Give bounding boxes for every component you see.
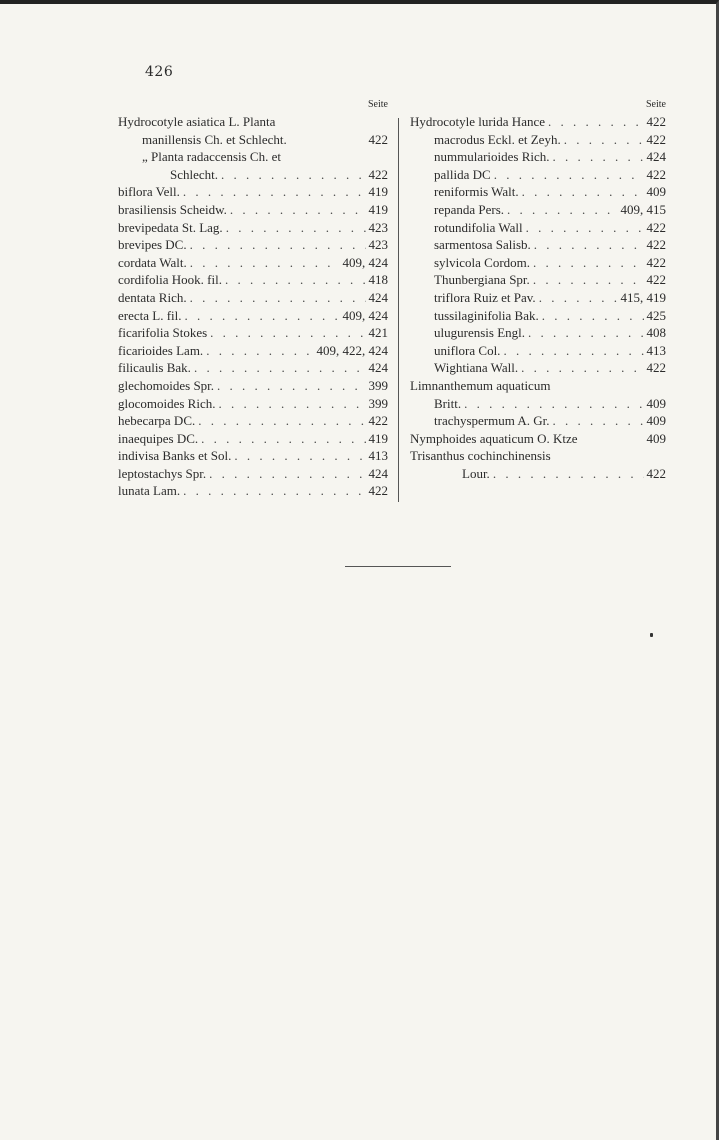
- index-entry: ficarioides Lam. . . . 409, 422, 424: [118, 342, 388, 360]
- page-reference: 424: [646, 149, 666, 165]
- page-reference: 409, 424: [342, 307, 388, 323]
- page-reference: 423: [368, 219, 388, 235]
- page-reference: 421: [368, 325, 388, 341]
- page-reference: 415, 419: [620, 289, 666, 305]
- index-entry: Hydrocotyle lurida Hance . . . 422: [410, 113, 666, 131]
- page-reference: 422: [368, 166, 388, 182]
- index-entry: indivisa Banks et Sol. . . . 413: [118, 447, 388, 465]
- page-reference: 409, 422, 424: [316, 342, 388, 358]
- page-reference: 422: [368, 131, 388, 147]
- index-entry: sylvicola Cordom. . . . 422: [410, 254, 666, 272]
- page-reference: 422: [646, 360, 666, 376]
- index-entry: biflora Vell. . . . 419: [118, 183, 388, 201]
- page-reference: 422: [368, 483, 388, 499]
- index-entry: ficarifolia Stokes . . . 421: [118, 324, 388, 342]
- page-reference: 418: [368, 272, 388, 288]
- index-entry: „ Planta radaccensis Ch. et: [142, 149, 281, 165]
- page-reference: 413: [368, 448, 388, 464]
- column-header-seite: Seite: [646, 99, 666, 110]
- page-reference: 422: [646, 272, 666, 288]
- page-reference: 409: [646, 184, 666, 200]
- index-entry: uniflora Col. . . . 413: [410, 342, 666, 360]
- index-entry: lunata Lam. . . . 422: [118, 482, 388, 500]
- index-entry: rotundifolia Wall . . . 422: [410, 219, 666, 237]
- page-reference: 409: [646, 395, 666, 411]
- page-reference: 409, 424: [342, 254, 388, 270]
- index-entry: brevipedata St. Lag. . . . 423: [118, 219, 388, 237]
- index-entry: Schlecht. . . . 422: [118, 166, 388, 184]
- page-reference: 409: [646, 430, 666, 446]
- index-entry: trachyspermum A. Gr. . . . 409: [410, 412, 666, 430]
- page-reference: 422: [646, 131, 666, 147]
- page-reference: 423: [368, 237, 388, 253]
- index-entry: Nymphoides aquaticum O. Ktze 409: [410, 430, 666, 446]
- index-entry: filicaulis Bak. . . . 424: [118, 359, 388, 377]
- index-entry: reniformis Walt. . . . 409: [410, 183, 666, 201]
- index-entry: Trisanthus cochinchinensis: [410, 448, 551, 464]
- page-reference: 409: [646, 413, 666, 429]
- page-reference: 425: [646, 307, 666, 323]
- page-reference: 424: [368, 465, 388, 481]
- index-entry: tussilaginifolia Bak. . . . 425: [410, 307, 666, 325]
- index-entry: Hydrocotyle asiatica L. Planta: [118, 114, 276, 129]
- page-reference: 424: [368, 289, 388, 305]
- index-entry: brasiliensis Scheidw. . . . 419: [118, 201, 388, 219]
- index-entry: nummularioides Rich. . . . 424: [410, 148, 666, 166]
- page-reference: 408: [646, 325, 666, 341]
- index-entry: ulugurensis Engl. . . . 408: [410, 324, 666, 342]
- end-rule: [345, 566, 451, 567]
- index-column-right: [410, 96, 666, 482]
- index-entry: erecta L. fil. . . . 409, 424: [118, 307, 388, 325]
- index-entry: glechomoides Spr. . . . 399: [118, 377, 388, 395]
- page-reference: 419: [368, 201, 388, 217]
- index-entry: hebecarpa DC. . . . 422: [118, 412, 388, 430]
- page-reference: 422: [646, 237, 666, 253]
- page-reference: 422: [368, 413, 388, 429]
- index-entry: repanda Pers. . . . 409, 415: [410, 201, 666, 219]
- page-number: 426: [145, 64, 174, 80]
- index-entry: pallida DC . . . 422: [410, 166, 666, 184]
- page-reference: 409, 415: [620, 201, 666, 217]
- page-reference: 422: [646, 254, 666, 270]
- index-entry: brevipes DC. . . . 423: [118, 236, 388, 254]
- index-entry: Limnanthemum aquaticum: [410, 377, 551, 393]
- page-reference: 419: [368, 184, 388, 200]
- index-entry: dentata Rich. . . . 424: [118, 289, 388, 307]
- index-entry: macrodus Eckl. et Zeyh. . . . 422: [410, 131, 666, 149]
- page-reference: 422: [646, 465, 666, 481]
- page-reference: 399: [368, 377, 388, 393]
- page-reference: 419: [368, 430, 388, 446]
- index-entry: triflora Ruiz et Pav. . . . 415, 419: [410, 289, 666, 307]
- index-entry: leptostachys Spr. . . . 424: [118, 465, 388, 483]
- page-reference: 424: [368, 360, 388, 376]
- print-speck: [650, 633, 653, 637]
- index-entry: Britt. . . . 409: [410, 395, 666, 413]
- page-reference: 413: [646, 342, 666, 358]
- index-entry: Lour. . . . 422: [410, 465, 666, 483]
- index-entry: sarmentosa Salisb. . . . 422: [410, 236, 666, 254]
- index-entry: cordifolia Hook. fil. . . . 418: [118, 271, 388, 289]
- index-column-left: [118, 96, 388, 500]
- index-entry: manillensis Ch. et Schlecht. 422: [142, 131, 388, 147]
- index-entry: Thunbergiana Spr. . . . 422: [410, 271, 666, 289]
- index-entry: inaequipes DC. . . . 419: [118, 430, 388, 448]
- column-divider: [398, 118, 399, 502]
- page-reference: 422: [646, 114, 666, 129]
- page-reference: 422: [646, 166, 666, 182]
- page-reference: 422: [646, 219, 666, 235]
- index-entry: glocomoides Rich. . . . 399: [118, 395, 388, 413]
- page-reference: 399: [368, 395, 388, 411]
- column-header-seite: Seite: [368, 99, 388, 110]
- index-entry: cordata Walt. . . . 409, 424: [118, 254, 388, 272]
- index-entry: Wightiana Wall. . . . 422: [410, 359, 666, 377]
